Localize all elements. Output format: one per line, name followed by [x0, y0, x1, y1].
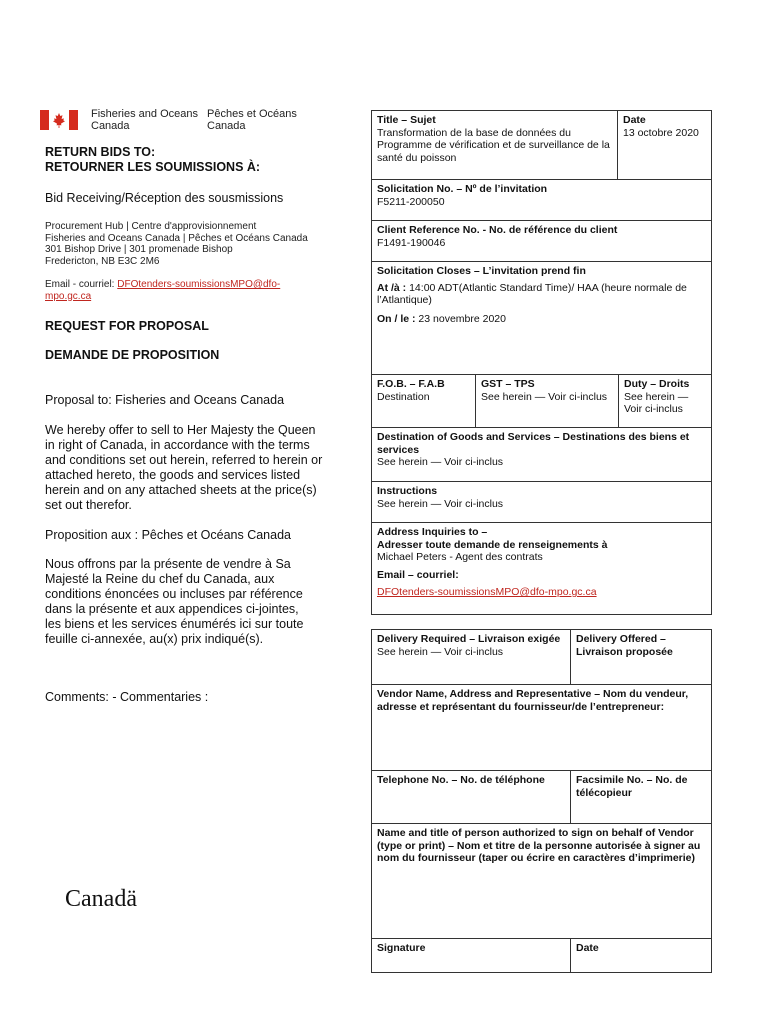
- duty-cell: Duty – Droits See herein — Voir ci-inclus: [618, 375, 711, 427]
- procurement-address: Procurement Hub | Centre d'approvisionnement Fisheries and Oceans Canada | Pêches et Océans Canada 301 Bishop Drive | 301 promenade Bishop Fredericton, NB E3C 2M6: [45, 221, 308, 267]
- closes-at-value: At /à : 14:00 ADT(Atlantic Standard Time)/ HAA (heure normale de l’Atlantique): [377, 281, 687, 306]
- title-cell: Title – Sujet Transformation de la base de données du Programme de vérification et de surveillance de la santé du poisson: [372, 111, 617, 179]
- return-bids-heading: RETURN BIDS TO: RETOURNER LES SOUMISSIONS À:: [45, 145, 261, 174]
- contact-name: Michael Peters - Agent des contrats: [377, 551, 543, 563]
- canada-wordmark: Canadä: [65, 886, 137, 912]
- destination-row: Destination of Goods and Services – Destinations des biens et services See herein — Voir ci-inclus: [372, 428, 711, 482]
- phone-fax-row: [372, 771, 711, 824]
- fob-gst-duty-row: [372, 375, 711, 428]
- vendor-info-field[interactable]: Vendor Name, Address and Representative – Nom du vendeur, adresse et représentant du fournisseur/de l’entrepreneur:: [372, 685, 711, 771]
- solicitation-closes-row: Solicitation Closes – L’invitation prend fin At /à : 14:00 ADT(Atlantic Standard Time)/ HAA (heure normale de l’Atlantique) On / le : 23 novembre 2020: [372, 262, 711, 375]
- facsimile-field[interactable]: Facsimile No. – No. de télécopieur: [570, 771, 711, 823]
- dept-name-fr: Pêches et Océans Canada: [207, 108, 297, 132]
- proposition-aux-text: Proposition aux : Pêches et Océans Canada: [45, 528, 291, 542]
- dept-name-en: Fisheries and Oceans Canada: [91, 108, 198, 132]
- solicitation-number-value: F5211-200050: [377, 195, 445, 208]
- delivery-offered-cell[interactable]: Delivery Offered – Livraison proposée: [570, 630, 711, 684]
- comments-label: Comments: - Commentaries :: [45, 690, 209, 704]
- signature-row: [372, 939, 711, 972]
- rfp-heading-en: REQUEST FOR PROPOSAL: [45, 319, 209, 333]
- title-value: Transformation de la base de données du Programme de vérification et de surveillance de la santé du poisson: [377, 126, 610, 164]
- date-value: 13 octobre 2020: [623, 126, 699, 139]
- telephone-field[interactable]: Telephone No. – No. de téléphone: [377, 774, 545, 786]
- client-reference-row: Client Reference No. - No. de référence du client F1491-190046: [372, 221, 711, 262]
- delivery-required-cell: Delivery Required – Livraison exigée See herein — Voir ci-inclus: [377, 633, 561, 658]
- return-email-link-cont[interactable]: mpo.gc.ca: [45, 290, 92, 302]
- bid-receiving-text: Bid Receiving/Réception des sousmissions: [45, 191, 284, 205]
- title-date-row: [372, 111, 711, 180]
- solicitation-number-row: Solicitation No. – Nº de l’invitation F5211-200050: [372, 180, 711, 221]
- inquiries-email-link[interactable]: DFOtenders-soumissionsMPO@dfo-mpo.gc.ca: [377, 586, 597, 598]
- rfp-heading-fr: DEMANDE DE PROPOSITION: [45, 348, 220, 362]
- client-reference-value: F1491-190046: [377, 236, 446, 249]
- closes-on-value: On / le : 23 novembre 2020: [377, 312, 506, 325]
- gst-cell: GST – TPS See herein — Voir ci-inclus: [475, 375, 618, 427]
- proposal-to-text: Proposal to: Fisheries and Oceans Canada: [45, 393, 285, 407]
- signature-field[interactable]: Signature: [377, 942, 426, 954]
- solicitation-form: [371, 110, 712, 615]
- instructions-row: Instructions See herein — Voir ci-inclus: [372, 482, 711, 523]
- signature-date-field[interactable]: Date: [570, 939, 711, 972]
- return-email-link[interactable]: DFOtenders-soumissionsMPO@dfo-: [117, 279, 281, 290]
- inquiries-row: Address Inquiries to – Adresser toute demande de renseignements à Michael Peters - Agent des contrats Email – courriel: DFOtenders-soumissionsMPO@dfo-mpo.gc.ca: [372, 523, 711, 614]
- return-email: Email - courriel: DFOtenders-soumissionsMPO@dfo- mpo.gc.ca: [45, 279, 281, 302]
- authorized-person-field[interactable]: Name and title of person authorized to sign on behalf of Vendor (type or print) – Nom et titre de la personne autorisée à signer au nom du fournisseur (taper ou écrire en caractères d’imprimerie): [372, 824, 711, 939]
- canada-flag-icon: [40, 110, 78, 130]
- offer-text-fr: Nous offrons par la présente de vendre à Sa Majesté la Reine du chef du Canada, aux conditions énoncées ou incluses par référence dans la présente et aux appendices ci-jointes, les biens et les services énumérés ici sur toute feuille ci-annexée, au(x) prix indiqué(s).: [45, 557, 304, 646]
- delivery-row: [372, 630, 711, 685]
- offer-text-en: We hereby offer to sell to Her Majesty the Queen in right of Canada, in accordance with the terms and conditions set out herein, referred to herein or attached hereto, the goods and services listed herein and on any attached sheets at the price(s) set out therefor.: [45, 423, 323, 512]
- date-cell: Date 13 octobre 2020: [617, 111, 711, 179]
- vendor-form: [371, 629, 712, 973]
- fob-cell: F.O.B. – F.A.B Destination: [377, 378, 445, 403]
